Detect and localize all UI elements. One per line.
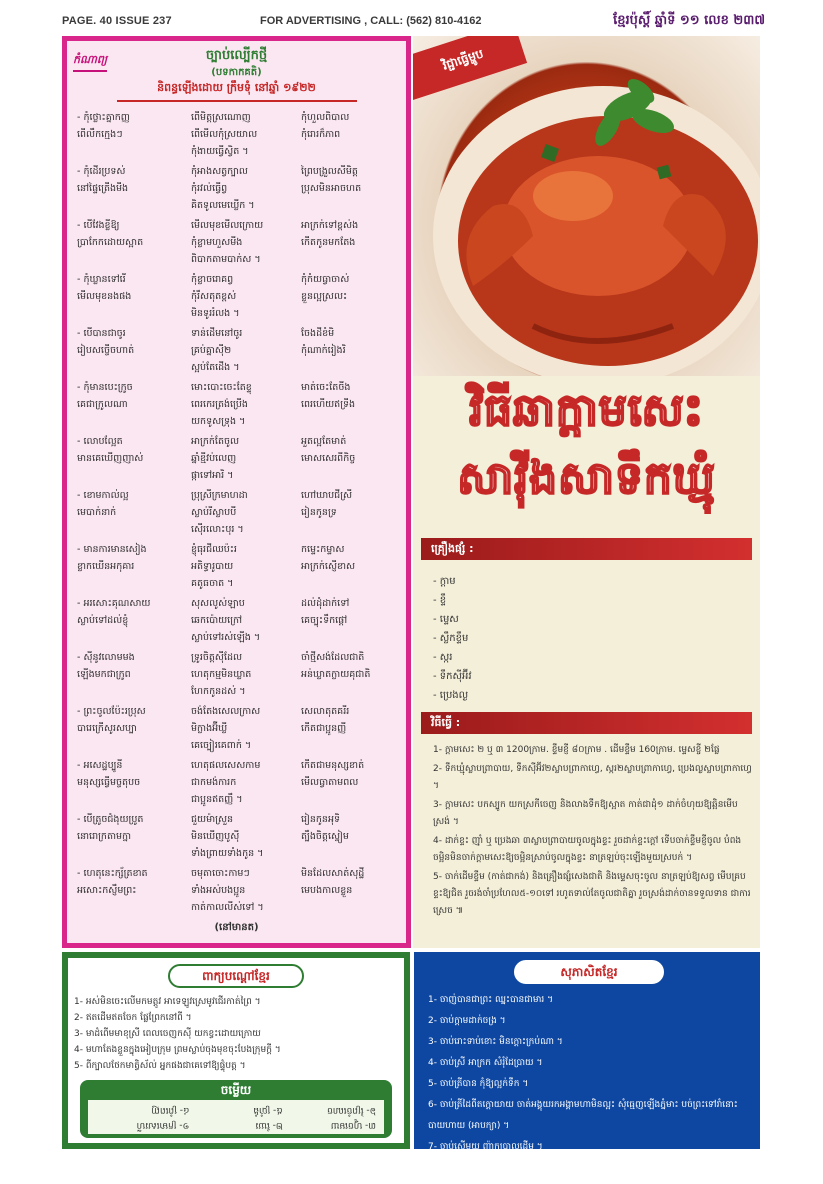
poem-line: មោសសេរពីកិច្ច — [301, 453, 356, 464]
poem-line: ពេរកេរត្រង់ប្រើង — [191, 399, 248, 410]
quotes-frame — [414, 952, 760, 1152]
poem-line: ឆ្នាំខ្មីវប់លេញ — [191, 453, 237, 464]
poem-end: (នៅមានត) — [214, 922, 259, 933]
poem-stanza — [301, 757, 403, 811]
poem-stanza — [191, 109, 301, 163]
proverbs-frame — [62, 952, 410, 1149]
poem-line: ឡើងមកជាក្រូព — [77, 669, 131, 680]
poem-line: កើតជាមនុស្សខាត់ — [301, 760, 365, 771]
poem-line: មេបាក់នាក់ — [77, 507, 117, 518]
poem-stanza — [73, 487, 191, 541]
poem-line: គេច្បៀរគេពាក់ ។ — [191, 740, 252, 751]
poem-stanza-grid — [73, 109, 403, 919]
proverb-item: 4- មហាតែងខ្លួនក្នុងអៀបក្រុម ព្រមស្លាប់ចុងមុខចុះបែងក្រុមក្តី ។ — [74, 1045, 281, 1055]
poem-line: ពើលឹកក្មេងៗ — [77, 129, 123, 140]
poem-line: បារេក្រើសូរសប្បា — [77, 723, 137, 734]
poem-line: ប្រុស្រីក្រមាហដា — [191, 490, 248, 501]
poem-stanza — [73, 811, 191, 865]
poem-stanza — [73, 595, 191, 649]
ingredient-item: - ស្ករ — [433, 652, 453, 663]
poem-line: មនុស្សធ្វើមច្ចតុបច — [77, 777, 141, 788]
poem-stanza — [73, 325, 191, 379]
poem-stanza — [191, 595, 301, 649]
poem-line: ជួយម៉ាស្រួន — [191, 814, 234, 825]
poem-stanza — [73, 109, 191, 163]
ingredient-item: - ម្ទេស — [433, 614, 459, 625]
poem-stanza — [301, 541, 403, 595]
poem-panel — [67, 41, 406, 943]
poem-stanza — [191, 433, 301, 487]
poem-line: ត្បឹងចិត្តស្នៀម — [301, 831, 349, 842]
poem-stanza — [191, 379, 301, 433]
quote-item: 7- ចាប់ស៊ើមួយ ញ៉ាកប្រាលដើម ។ — [428, 1142, 543, 1152]
poem-line: រៀប​សច្ចើចហាត់ — [77, 345, 135, 356]
poem-stanza — [301, 109, 403, 163]
poem-stanza — [73, 379, 191, 433]
poem-line: កុំហួលពិបាល — [301, 112, 350, 123]
poem-line: - បើបានជាចូរ — [77, 328, 126, 339]
poem-stanza — [301, 487, 403, 541]
answers-box — [80, 1080, 392, 1138]
poem-line: កុំរោរក៏ភាព — [301, 129, 341, 140]
poem-line: ស្អប់តែដើង ។ — [191, 362, 240, 373]
quote-item: 4- ចាប់ស្រី អាក្រក សំរុំដែប្រាយ ។ — [428, 1058, 543, 1068]
poem-line: អន់ឃ្លាតក្លាយគុជាតិ — [301, 669, 371, 680]
proverbs-panel — [68, 958, 404, 1143]
method-step: 5- ចាក់ដើមខ្ទឹម (កាត់ជាកង់) និងគ្រឿងផ្សំសេងជាតិ និងម្ទេសចុះចូល នាត្រឡប់ឱ្យសព្វ មើបគ្របខ្ទះឱ្យជិត រួចរង់ចាំប្រហែល៥-១០ទៅ រហូតទាល់តែចូលជាតិគ្នា រួចស្រង់ដាក់ចានទទួលទាន ជាការស្រេច ៕ — [433, 872, 751, 916]
quote-item: 6- ចាប់ត្រីដៃពីតក្តោយាយ ចាត់អង្គុយរកអង្គាមហាមិនល្អះ សុំធ្មេញឡើងភ្នំមាះ បច់ព្រះទៅរាំនោះបាយហាយ (អាបក្យា) ។ — [428, 1100, 738, 1131]
poem-line: ឆេកប៉ោយក្រៅ — [191, 615, 243, 626]
poem-line: គេជាក្រូលណា — [77, 399, 128, 410]
answer-item: ៣- ហ្វូចមេឃ — [330, 1120, 376, 1130]
poem-stanza — [73, 163, 191, 217]
poem-line: ពេរហើយឥទ្រីង — [301, 399, 356, 410]
poem-line: មើលមុខនងផង — [77, 291, 132, 302]
poem-line: កុំរវល់ធ្វើព្វ — [191, 183, 228, 194]
poem-line: - លោបល្អែត — [77, 436, 123, 447]
poem-stanza — [301, 433, 403, 487]
poem-line: ខ្លាកឃើនអកុគារ — [77, 561, 135, 572]
answer-item: ៦- ព្រៃចំណេច — [327, 1105, 376, 1115]
poem-line: ទ្រូរចិត្តស៊ីដែល — [191, 652, 243, 663]
poem-line: - ព្រះចូលប៉ែះរប្រុស — [77, 706, 146, 717]
poem-line: - កុំមានបេះក្រូច — [77, 382, 133, 393]
poem-line: ចង់តែងសេលក្រាស — [191, 706, 261, 717]
quote-item: 1- ចាញ់បានជាព្រះ ឈ្នះបានជាមារ ។ — [428, 995, 554, 1005]
crab-dish-illustration — [413, 36, 760, 376]
poem-line: នៅផ្ទៃត្រើងមីង — [77, 183, 129, 194]
poem-frame — [62, 36, 411, 948]
proverbs-list — [74, 994, 281, 1074]
poem-line: មិក្លាងអ៊ីឃ្លី — [191, 723, 228, 734]
quote-item: 3- ចាប់រោះទាប់ខោះ មិនក្តោះក្រប់ណា ។ — [428, 1037, 563, 1047]
page-header — [0, 0, 823, 40]
poem-line: កុំខ្លាមហួសមីង — [191, 237, 243, 248]
poem-line: កុំខ្លាចរោគព្វ — [191, 274, 234, 285]
poem-line: គតូធចាត ។ — [191, 578, 234, 589]
masthead: ខ្មែរប៉ុស្តិ៍ ឆ្នាំទី ១១ លេខ ២៣៧ — [613, 13, 765, 28]
poem-stanza — [301, 217, 403, 271]
poem-line: ស្លាប់ទៅដល់ខ្ញុំ — [77, 615, 129, 626]
ingredients-list — [433, 572, 472, 705]
advertising-contact: FOR ADVERTISING , CALL: (562) 810-4162 — [260, 15, 482, 27]
poem-line: ព្រៃបង្រួលសីមិត្ត — [301, 166, 358, 177]
recipe-title-line-2: សាវ៉ីងសាទឹកឃ្មុំ — [457, 453, 716, 504]
poem-line: - អរសោះគុណសាយ — [77, 598, 151, 609]
poem-line: ទាំងអស់បងប្អូន — [191, 885, 246, 896]
poem-stanza — [301, 649, 403, 703]
poem-line: ទាន់ដើមនៅចូរ — [191, 328, 243, 339]
recipe-badge: វិជ្ជាធ្វើម្ហូប — [413, 36, 527, 100]
poem-line: អាក្រក់ទៅខ្ពស់ង — [301, 220, 359, 231]
poem-line: មិនឃើញបូស៊ី — [191, 831, 240, 842]
poem-stanza — [301, 865, 403, 919]
poem-stanza — [191, 703, 301, 757]
poem-line: គេច្បុះទឹកផ្តៅ — [301, 615, 348, 626]
poem-line: កុំណាក់រៀងរិ — [301, 345, 346, 356]
proverbs-heading: ពាក្យបណ្តៅខ្មែរ — [168, 964, 304, 988]
poem-line: ទាំងព្រាយទាំងកូន ។ — [191, 848, 264, 859]
poem-subtitle: (បទកាកគតិ) — [211, 67, 262, 78]
poem-line: កម្ទេះកម្ទាស — [301, 544, 345, 555]
poem-stanza — [73, 433, 191, 487]
poem-line: - មានការមានសៀង — [77, 544, 147, 555]
poem-line: ចែងដីខំមិ — [301, 328, 335, 339]
poem-line: ចាំថ្មីសង់ដែលជាតិ — [301, 652, 365, 663]
poem-stanza — [191, 757, 301, 811]
method-step: 4- ដាក់ខ្ទះ ញ៉ាំ ឬ ប្រេងឆា ៣ស្លាបព្រាបាយចូលក្នុងខ្ទះ រួចដាក់ខ្ទះក្តៅ ទើបចាក់ខ្ទឹមខ្ញីចូល បំពង ចម្អិនមិនចាក់ក្តាមសេះឱ្យចម្អិនស្រាប់ចូលក្នុងខ្ទះ នាត្រឡប់ចុះឡើងមួយស្របក់ ។ — [433, 836, 742, 863]
poem-stanza — [191, 649, 301, 703]
poem-tag: កំណាព្យ — [73, 53, 107, 72]
poem-line: កុំងាយធ្វើស្វិត ។ — [191, 146, 249, 157]
ingredient-item: - ទឹកស៊ីអ៊ីវ — [433, 671, 472, 682]
poem-line: អួតល្អតែមាត់ — [301, 436, 347, 447]
poem-line: ជាប្អូនឥតញ្ញឹ ។ — [191, 794, 243, 805]
poem-line: មើលធ្វាតាមពល — [301, 777, 359, 788]
method-step: 2- ទឹកឃ្មុំស្លាបព្រាបាយ, ទឹកស៊ីអ៊ីវ២ស្លាបព្រាកាហ្វេ, ស្ករ២ស្លាបព្រាកាហ្វេ, ប្រេងល្ងស្លាបព្រាកាហ្វេ ។ — [433, 764, 752, 791]
poem-line: ស៊ើរលោះបុរ ។ — [191, 524, 244, 535]
poem-line: មិនទូររំលង ។ — [191, 308, 240, 319]
poem-stanza — [73, 865, 191, 919]
poem-line: - ស៊ីនូវលោមមង — [77, 652, 135, 663]
ingredient-item: - ស្លឹកខ្ទឹម — [433, 633, 469, 644]
crab-dish-photo — [413, 36, 760, 376]
method-step: 1- ក្តាមសេះ ២ ឬ ៣ 1200ក្រាម. ខ្ទឹមខ្ញី ៨០ក្រាម . ដើមខ្ទឹម 160ក្រាម. ម្ទេសខ្ចី ២ផ្លែ — [433, 745, 720, 755]
recipe-panel — [413, 376, 760, 948]
poem-stanza — [191, 271, 301, 325]
poem-stanza — [73, 757, 191, 811]
poem-line: គ្រប់គ្នាស៊ី២ — [191, 345, 232, 356]
poem-stanza — [301, 703, 403, 757]
quote-item: 2- ចាប់ក្តាមដាក់ចង្រ ។ — [428, 1016, 506, 1026]
poem-stanza — [73, 217, 191, 271]
poem-line: - ខោមកាល់ល្អ — [77, 490, 129, 501]
poem-line: រៀនកូនអុទិ — [301, 814, 341, 825]
poem-line: អាក្រក់តែចូល — [191, 436, 240, 447]
poem-line: អសោះកស្ញឹមព្រះ — [77, 885, 137, 896]
poem-line: មេបងកាលខ្លួន — [301, 885, 353, 896]
proverb-item: 3- មាដំពើមមាខុស្រី ពេលចេញកស៊ី យកខ្វះដោយក្រោយ — [74, 1029, 261, 1039]
ingredient-item: - ខ្ទឹ — [433, 595, 447, 606]
poem-title: ច្បាប់ល្បើកថ្មី — [205, 48, 268, 63]
poem-line: ហេតុផលសេសកាម — [191, 760, 261, 771]
ingredients-header: គ្រឿងផ្សំ : — [421, 538, 752, 560]
poem-line: អតិទ្ធារូបាយ — [191, 561, 234, 572]
poem-line: យកទូសទ្រុង ។ — [191, 416, 246, 427]
poem-line: - កុំថ្លោះគ្នាកញ្ញ — [77, 112, 130, 123]
poem-stanza — [191, 217, 301, 271]
quote-item: 5- ចាប់ត្រីបាន កុំឱ្យល្អក់ទឹក ។ — [428, 1079, 529, 1089]
proverb-item: 2- ឥតដើមឥតចែក ផ្លែព្រែកនៅពី ។ — [74, 1013, 192, 1023]
poem-stanza — [191, 865, 301, 919]
answer-item: ១- ក្រមាសេរហី — [136, 1120, 190, 1130]
poem-line: ពើមើលកុំស្រយាល — [191, 129, 258, 140]
poem-stanza — [301, 271, 403, 325]
poem-line: - កុំឃ្លានទៅរើ — [77, 274, 126, 285]
poem-stanza — [191, 325, 301, 379]
quotes-heading: សុភាសិតខ្មែរ — [514, 960, 664, 984]
proverb-item: 1- អស់មិនចេះលើមកមត្តូវ អាទេឡូវស្រេមូវជើរកាត់ព្រៃ ។ — [74, 997, 261, 1007]
ingredient-item: - ក្តាម — [433, 576, 456, 587]
poem-author: និពន្ធឡើងដោយ ក្រឹមទុំ នៅឆ្នាំ ១៩២២ — [67, 81, 406, 102]
ingredient-item: - ប្រេងល្ង — [433, 690, 469, 701]
method-header: វិធីធ្វើ : — [421, 712, 752, 734]
proverb-item: 5- ពីក្បាលថែកមាត្វិស័ល់ អ្នកផងជាគេទៅឱ្យផ្ទុំបត្ត ។ — [74, 1061, 246, 1071]
poem-line: - អសេដ្ឋប្បូនី — [77, 760, 123, 771]
poem-line: ហេតុកម្មមិនឃ្លាត — [191, 669, 252, 680]
poem-line: កើតកូនមកតែង — [301, 237, 356, 248]
poem-line: កាត់កាលលីស់ទៅ ។ — [191, 902, 264, 913]
poem-line: ពើមិត្តស្រណោញ — [191, 112, 251, 123]
poem-stanza — [191, 163, 301, 217]
poem-line: - បើត្រូចជំងុយប្រូត — [77, 814, 144, 825]
poem-line: មិនដែលសាត់សុដ្ឋី — [301, 868, 365, 879]
method-steps — [433, 742, 753, 922]
poem-line: នោរោក្រតាមក្នា — [77, 831, 132, 842]
method-step: 3- ក្តាមសេះ បកស្បូក យកស្រកីចេញ និងលាងទឹកឱ្យស្អាត កាត់ជាដុំ១ ដាក់ចំហុយឱ្យឆ្អិនមើបស្រង់ ។ — [433, 800, 738, 827]
poem-line: ហែកកូនដស់ ។ — [191, 686, 246, 697]
poem-stanza — [301, 595, 403, 649]
poem-line: ជាកមង់ការក — [191, 777, 237, 788]
poem-line: ប្រាកែកដោយស្អាត — [77, 237, 144, 248]
quotes-list — [428, 990, 748, 1158]
answers-inner — [88, 1100, 384, 1134]
poem-stanza — [301, 811, 403, 865]
poem-stanza — [73, 649, 191, 703]
answer-item: ៤- ព្រំពេញ — [151, 1105, 190, 1115]
poem-line: កុំកំយធ្វាចាស់ — [301, 274, 350, 285]
poem-line: រៀនកូនទ្រ — [301, 507, 337, 518]
answer-item: ៥- ប្រាំងំ — [253, 1105, 283, 1115]
poem-line: ហៅឃាបជីស្រី — [301, 490, 353, 501]
poem-line: កើតជាប្អូនញ្ញី — [301, 723, 347, 734]
poem-stanza — [73, 703, 191, 757]
poem-stanza — [191, 541, 301, 595]
poem-line: ផ្កាទៅអារិ ។ — [191, 470, 234, 481]
poem-line: ចមុតាចោះកាមៗ — [191, 868, 250, 879]
poem-stanza — [73, 541, 191, 595]
page-issue: PAGE. 40 ISSUE 237 — [62, 15, 172, 27]
poem-line: អាក្រក់ស្ញើខាស — [301, 561, 356, 572]
poem-stanza — [73, 271, 191, 325]
poem-line: គិតទូលមេឃ្លើក ។ — [191, 200, 255, 211]
poem-stanza — [301, 379, 403, 433]
poem-line: ស្លាប់ទៅរស់ឡើង ។ — [191, 632, 261, 643]
poem-line: កុំអាងសត្វក្បាល — [191, 166, 248, 177]
poem-line: កុំរឹសតុតខ្ពស់ — [191, 291, 237, 302]
poem-line: មើលមុខមើលក្រោយ — [191, 220, 264, 231]
poem-line: - ហេតុនេះក្ស័ត្រខាត — [77, 868, 148, 879]
poem-line: សេលាតុតគរីរ — [301, 706, 350, 717]
poem-line: - បើវែងខ្លីឱ្យ — [77, 220, 120, 231]
recipe-title-line-1: វិធីឆាក្តាមសេះ — [469, 385, 704, 436]
poem-line: ប្រុសមិនអាចហត — [301, 183, 362, 194]
answers-label: ចម្លើយ — [220, 1083, 252, 1097]
poem-line: ខ្លួនល្អស្រលះ — [301, 291, 348, 302]
poem-stanza — [301, 163, 403, 217]
poem-line: ខ្ញុំធុរជីឈប៉ះរ — [191, 544, 237, 555]
poem-line: សុសលូស់ឡាប — [191, 598, 245, 609]
poem-stanza — [191, 487, 301, 541]
answer-item: ២- ឃែរ — [255, 1120, 283, 1130]
poem-line: ស្លាប់រីស្លាបបី — [191, 507, 237, 518]
poem-stanza — [191, 811, 301, 865]
poem-line: ដល់ដុំដាក់ទៅ — [301, 598, 350, 609]
poem-line: មោះបោះចេះតែខ្ទុ — [191, 382, 252, 393]
poem-line: ពិបាកតាមបាក់ស ។ — [191, 254, 261, 265]
poem-line: - កុំដើរប្រទស់ — [77, 166, 126, 177]
poem-line: មាត់ចេះតែចីង — [301, 382, 351, 393]
answers-grid — [96, 1102, 376, 1132]
poem-line: មានគេឃើញញាស់ — [77, 453, 144, 464]
poem-stanza — [301, 325, 403, 379]
